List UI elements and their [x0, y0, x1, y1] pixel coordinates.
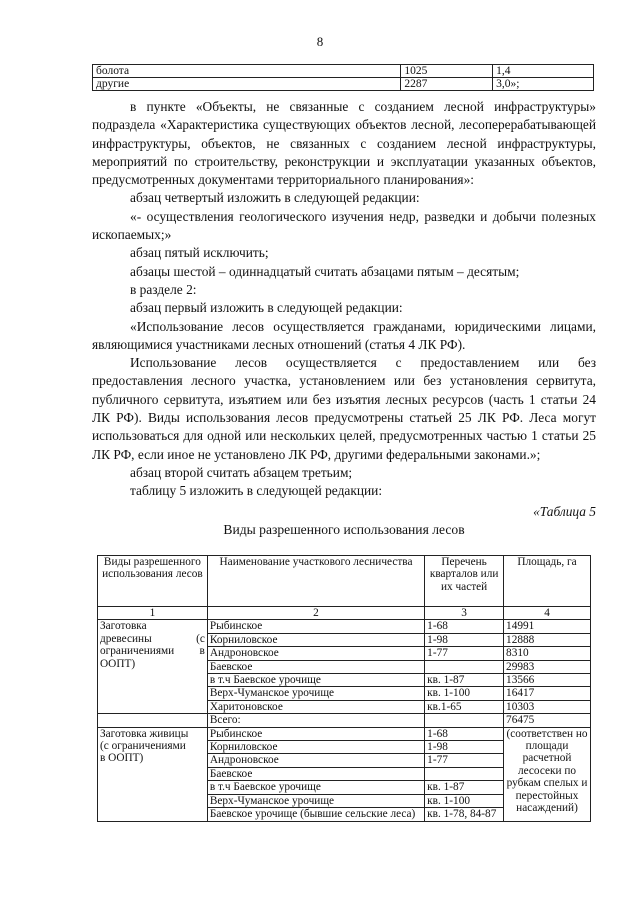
forestry-name: Рыбинское — [207, 620, 424, 633]
area: 14991 — [504, 620, 591, 633]
quarters — [425, 767, 504, 780]
forestry-name: Андроновское — [207, 647, 424, 660]
use-type-line: в ООПТ) — [100, 752, 144, 765]
area: 8310 — [504, 647, 591, 660]
table-row — [93, 78, 594, 91]
table-label: «Таблица 5 — [533, 503, 596, 519]
area: 10303 — [504, 700, 591, 713]
quarters: 1-68 — [425, 727, 504, 740]
header-cell: Виды разрешенного использования лесов — [98, 556, 208, 607]
forestry-name: Баевское — [207, 660, 424, 673]
paragraph: в пункте «Объекты, не связанные с созданием лесной инфраструктуры» подраздела «Характеристика существующих объектов лесной, лесоперерабатывающей инфраструктуры, объектов, не связанных с созданием лесной инфраструктуры, мероприятий по строительству, реконструкции и эксплуатации указанных объектов, предусмотренных документами территориального планирования»: — [92, 99, 596, 188]
use-type-line: древесины (с — [100, 632, 205, 645]
paragraph: абзац второй считать абзацем третьим; — [130, 464, 353, 480]
header-cell: Перечень кварталов или их частей — [425, 556, 504, 607]
quarters — [425, 660, 504, 673]
quarters: кв. 1-78, 84-87 — [425, 808, 504, 821]
use-type-cell — [98, 620, 208, 714]
forestry-name: в т.ч Баевское урочище — [207, 674, 424, 687]
forestry-name: Корниловское — [207, 741, 424, 754]
row-share: 1,4 — [493, 65, 594, 78]
quarters: кв. 1-100 — [425, 687, 504, 700]
paragraph: «- осуществления геологического изучения недр, разведки и добычи полезных ископаемых;» — [92, 208, 596, 243]
table-header-row — [98, 556, 591, 607]
quarters: 1-98 — [425, 741, 504, 754]
row-name: болота — [93, 65, 401, 78]
paragraph: абзацы шестой – одиннадцатый считать абзацами пятым – десятым; — [130, 263, 520, 279]
table-numbers-row — [98, 607, 591, 620]
area: 12888 — [504, 633, 591, 646]
quarters: 1-68 — [425, 620, 504, 633]
paragraph: абзац пятый исключить; — [130, 245, 269, 261]
paragraph: Использование лесов осуществляется с предоставлением или без предоставления лесного участка, установлением или без установления сервитута, публичного сервитута, изъятием или без изъятия лесных ресурсов (часть 1 статьи 24 ЛК РФ). Виды использования лесов предусмотрены статьей 25 ЛК РФ. Леса могут использоваться для одной или нескольких целей, предусмотренных частью 1 статьи 25 ЛК РФ, если иное не установлено ЛК РФ, другими федеральными законами.»; — [92, 355, 596, 462]
paragraph: в разделе 2: — [130, 281, 197, 297]
forestry-name: Харитоновское — [207, 700, 424, 713]
use-type-cell — [98, 727, 208, 821]
forestry-name: Корниловское — [207, 633, 424, 646]
forestry-name: Баевское урочище (бывшие сельские леса) — [207, 808, 424, 821]
quarters: 1-77 — [425, 647, 504, 660]
header-cell: Наименование участкового лесничества — [207, 556, 424, 607]
paragraph: «Использование лесов осуществляется гражданами, юридическими лицами, являющимися участниками лесных отношений (статья 4 ЛК РФ). — [92, 318, 596, 352]
header-cell: Площадь, га — [504, 556, 591, 607]
forestry-name: Верх-Чуманское урочище — [207, 794, 424, 807]
table-row — [98, 620, 591, 633]
use-type-line: ООПТ) — [100, 657, 136, 670]
quarters — [425, 714, 504, 727]
table-title: Виды разрешенного использования лесов — [223, 522, 465, 537]
column-number: 2 — [207, 607, 424, 620]
quarters: 1-77 — [425, 754, 504, 767]
table-total-row — [98, 714, 591, 727]
column-number: 3 — [425, 607, 504, 620]
use-type-line: Заготовка — [100, 620, 147, 633]
row-share: 3,0»; — [493, 78, 594, 91]
top-table-fragment — [92, 64, 594, 91]
paragraph: абзац первый изложить в следующей редакции: — [130, 300, 403, 316]
quarters: кв. 1-87 — [425, 674, 504, 687]
total-label: Всего: — [207, 714, 424, 727]
column-number: 4 — [504, 607, 591, 620]
document-body — [92, 98, 596, 521]
use-type-line: Заготовка живицы — [100, 727, 189, 740]
use-type-line: ограничениями в — [100, 645, 205, 658]
row-name: другие — [93, 78, 401, 91]
area-note: (соответствен но площади расчетной лесосеки по рубкам спелых и перестойных насаждений) — [504, 727, 591, 821]
forestry-name: Баевское — [207, 767, 424, 780]
column-number: 1 — [98, 607, 208, 620]
forestry-name: Рыбинское — [207, 727, 424, 740]
forestry-name: в т.ч Баевское урочище — [207, 781, 424, 794]
quarters: 1-98 — [425, 633, 504, 646]
forestry-name: Верх-Чуманское урочище — [207, 687, 424, 700]
row-value: 2287 — [401, 78, 493, 91]
area: 16417 — [504, 687, 591, 700]
quarters: кв. 1-87 — [425, 781, 504, 794]
total-area: 76475 — [504, 714, 591, 727]
row-value: 1025 — [401, 65, 493, 78]
paragraph: таблицу 5 изложить в следующей редакции: — [130, 483, 383, 499]
quarters: кв. 1-100 — [425, 794, 504, 807]
area: 29983 — [504, 660, 591, 673]
page-number: 8 — [316, 34, 324, 49]
empty-cell — [98, 714, 208, 727]
land-use-table — [97, 555, 591, 822]
forestry-name: Андроновское — [207, 754, 424, 767]
table-row — [98, 727, 591, 740]
use-type-line: (с ограничениями — [100, 740, 186, 753]
table-row — [93, 65, 594, 78]
paragraph: абзац четвертый изложить в следующей редакции: — [130, 190, 420, 206]
quarters: кв.1-65 — [425, 700, 504, 713]
area: 13566 — [504, 674, 591, 687]
